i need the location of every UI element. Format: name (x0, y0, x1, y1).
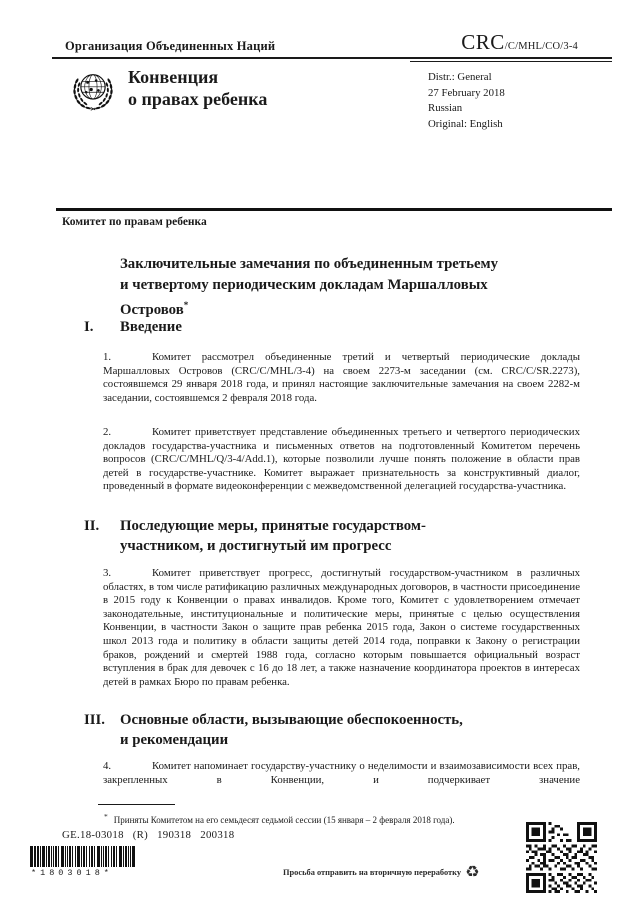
section-heading-follow-up (84, 517, 426, 556)
masthead-line1: Конвенция (128, 67, 219, 87)
paragraph-text: Комитет рассмотрел объединенные третий и четвертый периодические доклады Маршалловых Островов (CRC/C/MHL/3-4) на своем 2273-м заседании (см. CRC/C/SR.2273), состоявшемся 29 января 2018 года, и принял настоящие заключительные замечания на своем 2282-м заседании, состоявшемся 2 февраля 2018 года. (103, 351, 580, 404)
header-org-name: Организация Объединенных Наций (65, 39, 276, 53)
qr-code-icon (526, 822, 597, 893)
footnote-marker: * (104, 812, 108, 821)
header-rule (52, 57, 612, 59)
paragraph-text: Комитет напоминает государству-участнику о неделимости и взаимозависимости всех прав, закрепленных в Конвенции, и подчеркивает значение (103, 760, 580, 786)
section-heading-concerns (84, 711, 463, 750)
barcode-icon (30, 846, 136, 867)
committee-label: Комитет по правам ребенка (62, 216, 207, 228)
section-title: Последующие меры, принятые государством- участником, и достигнутый им прогресс (120, 518, 426, 554)
paragraph-number: 2. (103, 426, 112, 438)
recycle-note-text: Просьба отправить на вторичную переработку (283, 867, 462, 877)
paragraph-number: 3. (103, 567, 112, 579)
section-numeral: II. (84, 518, 100, 534)
section-numeral: III. (84, 712, 105, 728)
distr-info (428, 70, 505, 132)
doc-symbol-underline (410, 61, 612, 62)
paragraph-3 (103, 567, 580, 689)
title-line: Островов* (120, 300, 189, 318)
title-line: и четвертому периодическим докладам Маршалловых (120, 276, 488, 293)
masthead-line2: о правах ребенка (128, 89, 268, 109)
recycle-icon: ♻ (465, 862, 480, 881)
footnote-rule (98, 804, 175, 805)
distr-line: Distr.: General (428, 71, 492, 83)
doc-symbol-prefix: CRC (461, 30, 505, 54)
document-title (120, 254, 590, 320)
paragraph-2 (103, 426, 580, 494)
section-heading-introduction (84, 318, 182, 338)
paragraph-number: 4. (103, 760, 112, 772)
paragraph-4 (103, 760, 580, 787)
doc-symbol-suffix: /C/MHL/CO/3-4 (504, 41, 578, 52)
paragraph-text: Комитет приветствует прогресс, достигнутый государством-участником в различных областях, в том числе ратификацию различных международных договоров, в частности присоединение в 2015 году к Конвенции о правах инвалидов. Кроме того, Комитет с удовлетворением отмечает законодательные, институциональные и политические меры, принятые с целью осуществления Конвенции, в частности Закон о защите прав ребенка 2015 года, Закон о системе государственных школ 2013 года и политику в области защиты детей 2014 года, поправки к Закону о регистрации браков, рождений и смертей 1988 года, согласно которым повышается официальный возраст вступления в брак для девочек с 16 до 18 лет, а также назначение координатора проектов в интересах детей в рамках Бюро по правам ребенка. (103, 567, 580, 688)
ge-number: GE.18-03018 (R) 190318 200318 (62, 829, 235, 841)
section-title: Основные области, вызывающие обеспокоенность, и рекомендации (120, 712, 463, 748)
title-line: Заключительные замечания по объединенным третьему (120, 256, 498, 272)
paragraph-1 (103, 351, 580, 405)
recycle-note (283, 864, 479, 880)
un-emblem-icon (66, 63, 120, 117)
title-footnote-marker: * (183, 300, 189, 310)
section-numeral: I. (84, 319, 94, 335)
doc-symbol (400, 30, 578, 55)
paragraph-text: Комитет приветствует представление объединенных третьего и четвертого периодических докладов государства-участника и письменных ответов на подготовленный Комитетом перечень вопросов (CRC/C/MHL/Q/3-4/Add.1), которые позволили лучше понять положение в области прав детей в государстве-участнике. Комитет выражает признательность за конструктивный диалог, проведенный в формате видеоконференции с межведомственной делегацией государства-участника. (103, 426, 580, 493)
language-line: Russian (428, 102, 463, 114)
footnote (104, 812, 578, 825)
original-line: Original: English (428, 117, 503, 130)
date-line: 27 February 2018 (428, 86, 505, 99)
section-title: Введение (120, 319, 182, 335)
footnote-text: Приняты Комитетом на его семьдесят седьмой сессии (15 января – 2 февраля 2018 года). (113, 815, 455, 825)
masthead-title (128, 66, 267, 110)
barcode-label: *1803018* (31, 868, 113, 878)
section-rule (56, 208, 612, 211)
paragraph-number: 1. (103, 351, 112, 363)
